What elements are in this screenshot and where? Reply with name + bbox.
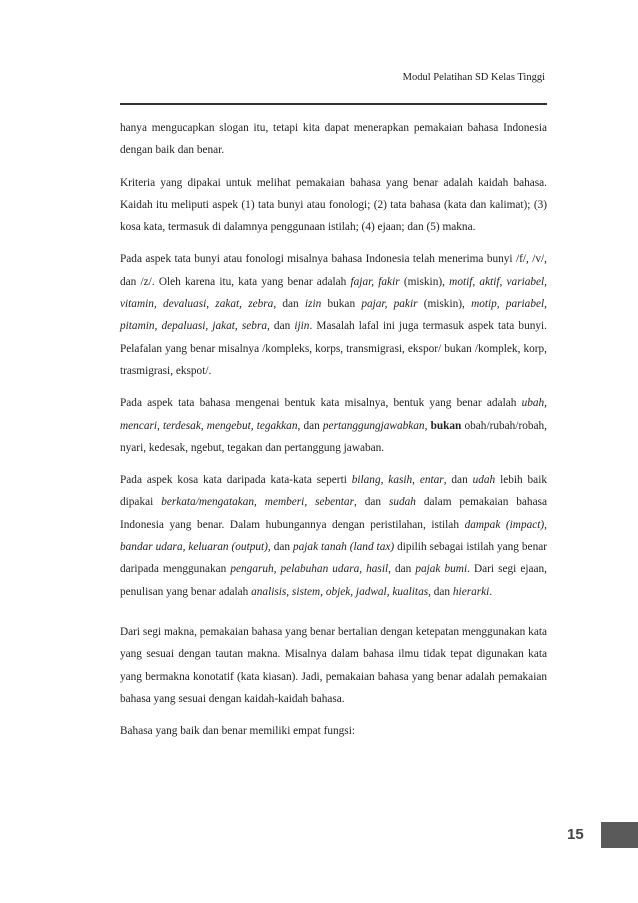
italic-term: ubah, mencari, terdesak, mengebut, tegakkan, — [120, 397, 547, 432]
text-run: Dari segi makna, pemakaian bahasa yang benar bertalian dengan ketepatan menggunakan kata yang sesuai dengan tautan makna. Misalnya dalam bahasa ilmu tidak tepat digunakan kata yang bermakna konotatif (kata kiasan). Jadi, pemakaian bahasa yang benar adalah pemakaian bahasa yang sesuai dengan kaidah-kaidah bahasa. — [120, 625, 547, 705]
italic-term: sudah — [388, 496, 416, 509]
text-run: lebih baik dipakai — [120, 474, 547, 509]
italic-term: pajak tanah (land tax) — [292, 541, 395, 554]
italic-term: hierarki — [452, 585, 490, 598]
italic-term: motip, pariabel, pitamin, depaluasi, jakat, sebra, — [120, 298, 547, 333]
page-number-tab — [601, 822, 638, 848]
italic-term: udah — [472, 474, 496, 487]
text-run: , dan — [428, 585, 453, 598]
text-run: bukan — [321, 298, 362, 311]
text-run: , dan — [273, 298, 305, 311]
paragraph — [120, 172, 547, 239]
paragraph — [120, 392, 547, 459]
italic-term: dampak (impact), bandar udara, keluaran (output), — [120, 518, 548, 554]
text-run: Pada aspek kosa kata daripada kata-kata seperti — [120, 474, 352, 487]
paragraph — [120, 469, 547, 603]
italic-term: ijin — [294, 320, 310, 333]
text-run: . — [489, 585, 493, 598]
text-run: dipilih sebagai istilah yang benar daripada menggunakan — [120, 541, 547, 576]
text-run: dan — [270, 541, 293, 554]
text-run: obah/rubah/robah, nyari, kedesak, ngebut, tegakan dan pertanggung jawaban. — [120, 419, 547, 454]
text-run: (miskin), — [417, 298, 472, 311]
running-header: Modul Pelatihan SD Kelas Tinggi — [402, 72, 545, 83]
italic-term: analisis, sistem, objek, jadwal, kualitas — [251, 585, 429, 598]
text-run: Pada aspek tata bunyi atau fonologi misalnya bahasa Indonesia telah menerima bunyi /f/, /v/, dan /z/. Oleh karena itu, kata yang benar adalah — [120, 253, 547, 288]
text-run: Bahasa yang baik dan benar memiliki empat fungsi: — [120, 725, 355, 738]
italic-term: pertanggungjawabkan — [322, 419, 425, 432]
text-run: , dan — [388, 563, 416, 576]
text-run: hanya mengucapkan slogan itu, tetapi kita dapat menerapkan pemakaian bahasa Indonesia dengan baik dan benar. — [120, 122, 547, 157]
text-run: . Masalah lafal ini juga termasuk aspek tata bunyi. Pelafalan yang benar misalnya /kompleks, korps, transmigrasi, ekspor/ bukan /komplek, korp, trasmigrasi, ekspot/. — [120, 320, 547, 377]
text-run: dalam pemakaian bahasa Indonesia yang benar. Dalam hubungannya dengan peristilahan, istilah — [120, 496, 547, 531]
paragraph — [120, 248, 547, 382]
page-number: 15 — [567, 826, 584, 843]
text-run: , dan — [353, 496, 389, 509]
text-run: (miskin), — [399, 275, 450, 288]
paragraph — [120, 117, 547, 162]
italic-term: berkata/mengatakan, memberi, sebentar — [161, 496, 354, 509]
italic-term: motif, aktif, variabel, vitamin, devaluasi, zakat, zebra — [120, 275, 548, 311]
text-run: , dan — [443, 474, 473, 487]
text-run: dan — [269, 320, 295, 333]
header-divider — [120, 103, 547, 105]
text-run: Kriteria yang dipakai untuk melihat pemakaian bahasa yang benar adalah kaidah bahasa. Kaidah itu meliputi aspek (1) tata bunyi atau fonologi; (2) tata bahasa (kata dan kalimat); (3) kosa kata, termasuk di dalamnya penggunaan istilah; (4) ejaan; dan (5) makna. — [120, 176, 547, 234]
paragraph — [120, 720, 547, 742]
bold-term: bukan — [430, 419, 462, 432]
italic-term: pajak bumi — [415, 563, 468, 576]
italic-term: izin — [304, 298, 322, 311]
text-run: , — [424, 419, 431, 432]
body-text — [120, 117, 547, 752]
italic-term: bilang, kasih, entar — [351, 474, 444, 487]
text-run: dan — [300, 419, 323, 432]
text-run: Pada aspek tata bahasa mengenai bentuk kata misalnya, bentuk yang benar adalah — [120, 397, 522, 410]
paragraph — [120, 621, 547, 710]
italic-term: fajar, fakir — [350, 275, 400, 288]
italic-term: pengaruh, pelabuhan udara, hasil — [230, 563, 389, 576]
text-run: . Dari segi ejaan, penulisan yang benar adalah — [120, 563, 547, 598]
italic-term: pajar, pakir — [361, 298, 418, 311]
